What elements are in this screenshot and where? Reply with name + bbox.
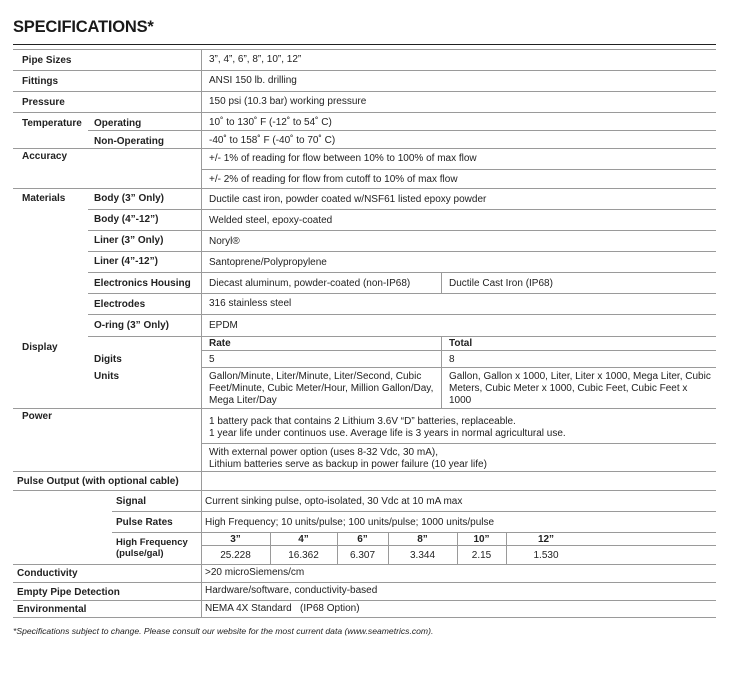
environmental-value: NEMA 4X Standard (IP68 Option) xyxy=(205,603,360,614)
oring-value: EPDM xyxy=(209,320,238,331)
hf-value-6: 6.307 xyxy=(349,550,376,561)
hf-size-12: 12” xyxy=(537,534,555,545)
pulse-rates-value: High Frequency; 10 units/pulse; 100 units/pulse; 1000 units/pulse xyxy=(205,517,495,528)
temp-nonoperating-label: Non-Operating xyxy=(94,136,164,147)
pipe-sizes-label: Pipe Sizes xyxy=(22,55,72,66)
display-label: Display xyxy=(22,342,58,353)
liner-4-label: Liner (4”-12”) xyxy=(94,256,158,267)
liner-4-value: Santoprene/Polypropylene xyxy=(209,257,327,268)
accuracy-value-1: +/- 1% of reading for flow between 10% to 100% of max flow xyxy=(209,153,477,164)
conductivity-label: Conductivity xyxy=(17,568,78,579)
power-value-2-line-2: Lithium batteries serve as backup in power failure (10 year life) xyxy=(209,459,487,470)
display-total-header: Total xyxy=(449,338,473,349)
fittings-label: Fittings xyxy=(22,76,59,87)
pulse-output-label: Pulse Output (with optional cable) xyxy=(17,476,179,487)
title-rule xyxy=(13,44,716,45)
liner-3-label: Liner (3” Only) xyxy=(94,235,164,246)
temperature-label: Temperature xyxy=(22,118,82,129)
power-value-1-line-1: 1 battery pack that contains 2 Lithium 3.6V “D” batteries, replaceable. xyxy=(209,416,516,427)
high-frequency-label-line-2: (pulse/gal) xyxy=(116,548,164,559)
electrodes-label: Electrodes xyxy=(94,299,146,310)
electrodes-value: 316 stainless steel xyxy=(209,298,292,309)
display-rate-header: Rate xyxy=(209,338,231,349)
page-title: SPECIFICATIONS* xyxy=(13,18,154,36)
empty-pipe-value: Hardware/software, conductivity-based xyxy=(205,585,378,596)
body-3-value: Ductile cast iron, powder coated w/NSF61 listed epoxy powder xyxy=(209,194,487,205)
digits-label: Digits xyxy=(94,354,122,365)
empty-pipe-label: Empty Pipe Detection xyxy=(17,587,120,598)
hf-size-8: 8” xyxy=(417,534,428,545)
pulse-rates-label: Pulse Rates xyxy=(116,517,173,528)
hf-size-6: 6” xyxy=(357,534,368,545)
units-label: Units xyxy=(94,371,119,382)
conductivity-value: >20 microSiemens/cm xyxy=(205,567,305,578)
temp-nonoperating-value: -40˚ to 158˚ F (-40˚ to 70˚ C) xyxy=(209,135,336,146)
pipe-sizes-value: 3”, 4”, 6”, 8”, 10”, 12” xyxy=(209,54,302,65)
electronics-housing-value-1: Diecast aluminum, powder-coated (non-IP68) xyxy=(209,278,411,289)
temp-operating-value: 10˚ to 130˚ F (-12˚ to 54˚ C) xyxy=(209,117,332,128)
electronics-housing-value-2: Ductile Cast Iron (IP68) xyxy=(449,278,553,289)
environmental-label: Environmental xyxy=(17,604,87,615)
power-label: Power xyxy=(22,411,53,422)
hf-value-12: 1.530 xyxy=(533,550,559,561)
footnote: *Specifications subject to change. Please consult our website for the most current data (www.seametrics.com). xyxy=(13,626,434,636)
hf-value-3: 25.228 xyxy=(220,550,251,561)
body-4-label: Body (4”-12”) xyxy=(94,214,159,225)
body-4-value: Welded steel, epoxy-coated xyxy=(209,215,333,226)
liner-3-value: Noryl® xyxy=(209,236,240,247)
fittings-value: ANSI 150 lb. drilling xyxy=(209,75,297,86)
temp-operating-label: Operating xyxy=(94,118,142,129)
hf-value-8: 3.344 xyxy=(409,550,436,561)
accuracy-label: Accuracy xyxy=(22,151,68,162)
digits-total-value: 8 xyxy=(449,354,455,365)
units-total-value: Gallon, Gallon x 1000, Liter, Liter x 1000, Mega Liter, Cubic Meters, Cubic Meter x 1000, Cubic Feet, Cubic Feet x 1000 xyxy=(449,371,711,406)
pressure-value: 150 psi (10.3 bar) working pressure xyxy=(209,96,367,107)
hf-size-10: 10” xyxy=(473,534,490,545)
power-value-1-line-2: 1 year life under continuos use. Average life is 3 years in normal agricultural use. xyxy=(209,428,566,439)
body-3-label: Body (3” Only) xyxy=(94,193,165,204)
hf-size-3: 3” xyxy=(230,534,241,545)
signal-value: Current sinking pulse, opto-isolated, 30 Vdc at 10 mA max xyxy=(205,496,463,507)
hf-value-10: 2.15 xyxy=(471,550,492,561)
materials-label: Materials xyxy=(22,193,66,204)
units-rate-value: Gallon/Minute, Liter/Minute, Liter/Second, Cubic Feet/Minute, Cubic Meter/Hour, Million Gallon/Day, Mega Liter/Day xyxy=(209,371,434,406)
hf-size-4: 4” xyxy=(298,534,309,545)
power-value-2-line-1: With external power option (uses 8-32 Vdc, 30 mA), xyxy=(209,447,438,458)
oring-label: O-ring (3” Only) xyxy=(94,320,169,331)
pressure-label: Pressure xyxy=(22,97,65,108)
electronics-housing-label: Electronics Housing xyxy=(94,278,191,289)
high-frequency-label-line-1: High Frequency xyxy=(116,537,188,548)
hf-value-4: 16.362 xyxy=(288,550,319,561)
accuracy-value-2: +/- 2% of reading for flow from cutoff to 10% of max flow xyxy=(209,174,458,185)
signal-label: Signal xyxy=(116,496,147,507)
digits-rate-value: 5 xyxy=(209,354,215,365)
